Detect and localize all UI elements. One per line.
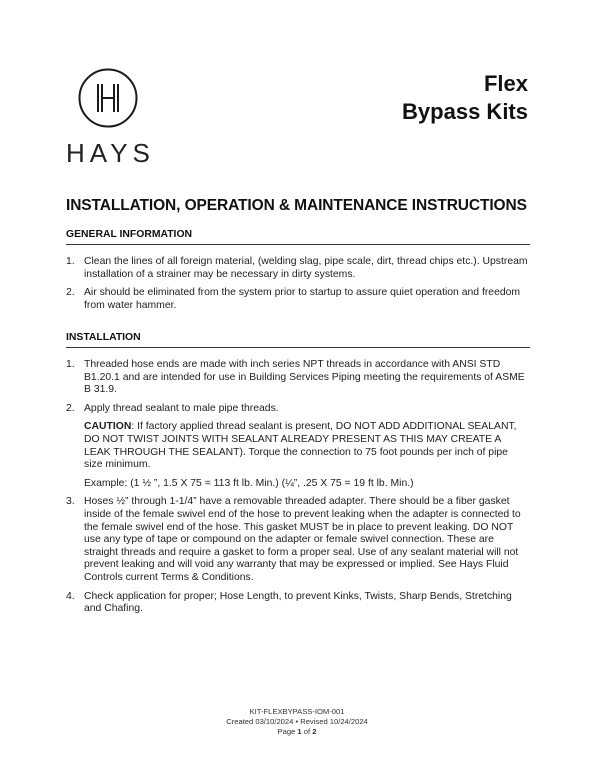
list-item-text: Threaded hose ends are made with inch series NPT threads in accordance with ANSI STD B1.20.1 and are intended for use in Building Services Piping meeting the requirements of ASME B 31.9. bbox=[84, 359, 525, 396]
brand-logo bbox=[66, 68, 155, 168]
list-item-number: 4. bbox=[66, 590, 75, 602]
list-item bbox=[66, 591, 528, 616]
brand-wordmark: HAYS bbox=[66, 138, 155, 168]
document-title-line2: Bypass Kits bbox=[402, 99, 528, 124]
footer-doc-id: KIT-FLEXBYPASS-IOM-001 bbox=[249, 707, 345, 716]
installation-list bbox=[66, 359, 528, 622]
document-title-line1: Flex bbox=[483, 71, 528, 96]
list-item bbox=[66, 403, 528, 491]
caution-text: : If factory applied thread sealant is present, DO NOT ADD ADDITIONAL SEALANT, DO NOT TWIST JOINTS WITH SEALANT ALREADY PRESENT AS THIS MAY CREATE A LEAK THROUGH THE SEALANT). Torque the connection to 75 foot pounds per inch of pipe size minimum. bbox=[84, 421, 517, 471]
page-total: 2 bbox=[312, 727, 317, 736]
torque-example: Example: (1 ½ ”, 1.5 X 75 = 113 ft lb. Min.) (¼”, .25 X 75 = 19 ft lb. Min.) bbox=[84, 477, 414, 489]
list-item bbox=[66, 359, 528, 397]
caution-label: CAUTION bbox=[84, 421, 132, 433]
list-item-text: Air should be eliminated from the system prior to startup to assure quiet operation and freedom from water hammer. bbox=[84, 287, 521, 311]
list-item-number: 2. bbox=[66, 287, 75, 299]
list-item-number: 1. bbox=[66, 256, 75, 267]
list-item-text: Apply thread sealant to male pipe threads. bbox=[84, 402, 279, 414]
list-item-text: Hoses ½” through 1-1/4” have a removable threaded adapter. There should be a fiber gasket inside of the female swivel end of the hose to prevent leaking when the adapter is connected to the female swivel end of the hose. This gasket MUST be in place to prevent leaking. DO NOT use any type of tape or compound on the adapter or female swivel connection. These are straight threads and require a gasket to form a proper seal. Use of any sealant material will not prevent leaking and will void any warranty that may be expressed or implied. See Hays Fluid Controls current Terms & Conditions. bbox=[84, 496, 521, 583]
list-item bbox=[66, 256, 528, 281]
list-item bbox=[66, 287, 528, 312]
list-item bbox=[66, 496, 528, 584]
list-item-number: 1. bbox=[66, 359, 75, 370]
footer-page-number bbox=[0, 727, 594, 737]
caution-note bbox=[84, 421, 528, 471]
footer-dates: Created 03/10/2024 • Revised 10/24/2024 bbox=[226, 717, 368, 726]
page-prefix: Page bbox=[277, 727, 298, 736]
list-item-text: Check application for proper; Hose Length, to prevent Kinks, Twists, Sharp Bends, Stretching and Chafing. bbox=[84, 590, 512, 615]
general-information-list bbox=[66, 256, 528, 318]
page-current: 1 bbox=[297, 727, 302, 736]
list-item-number: 3. bbox=[66, 496, 75, 508]
hays-h-monogram-logo bbox=[78, 68, 138, 128]
page-sep: of bbox=[301, 727, 313, 736]
section-heading-general-information: GENERAL INFORMATION bbox=[66, 229, 530, 245]
document-title bbox=[402, 70, 528, 126]
main-heading: INSTALLATION, OPERATION & MAINTENANCE INSTRUCTIONS bbox=[66, 197, 527, 214]
section-heading-installation: INSTALLATION bbox=[66, 332, 530, 348]
list-item-number: 2. bbox=[66, 402, 75, 414]
list-item-text: Clean the lines of all foreign material, (welding slag, pipe scale, dirt, thread chips etc.). Upstream installation of a strainer may be necessary in dirty systems. bbox=[84, 256, 528, 280]
page-footer bbox=[0, 707, 594, 737]
